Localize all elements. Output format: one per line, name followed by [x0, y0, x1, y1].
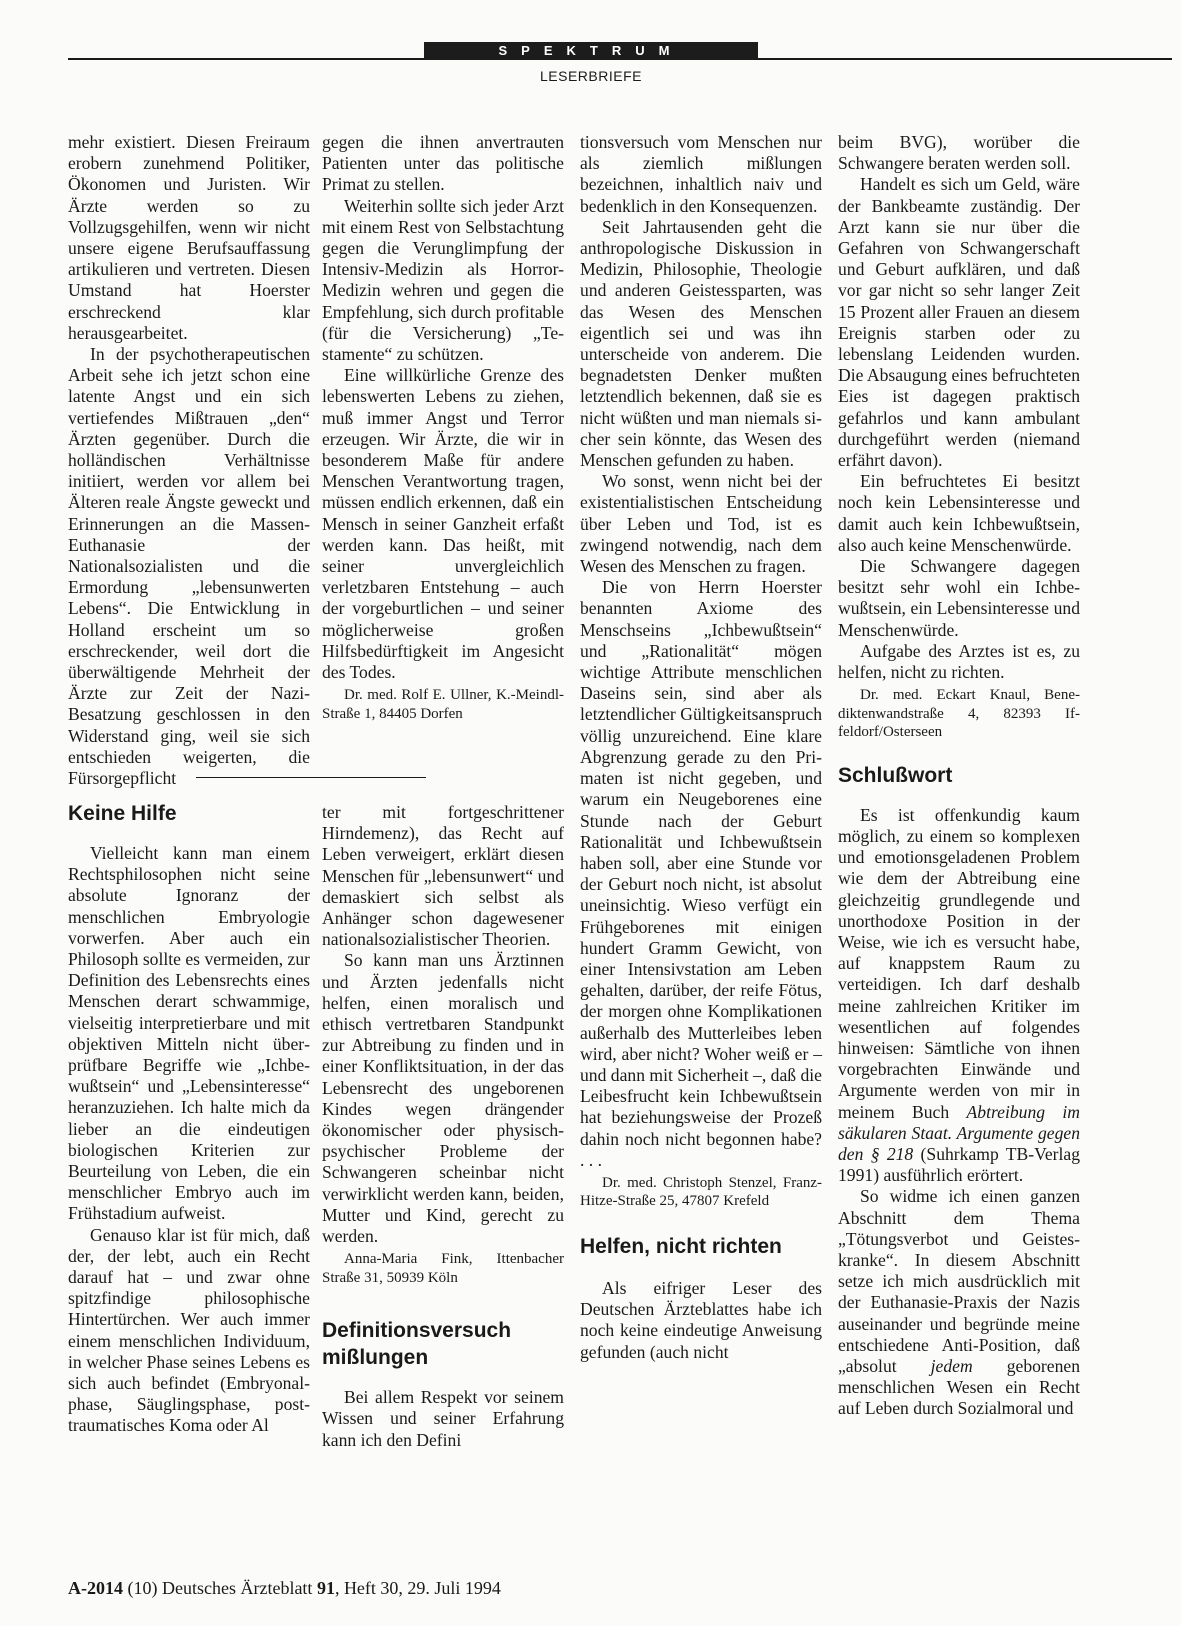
paragraph: So kann man uns Ärztinnen und Ärzten jedenfalls nicht helfen, einen moralisch und ethisch vertretbaren Standpunkt zur Abtreibung zu finden und in einer Konfliktsituation, in der das Lebensrecht des ungeborenen Kindes wegen drängender ökonomischer oder physisch-psychischer Probleme der Schwangeren scheinbar nicht verwirklicht werden kann, beiden, Mutter und Kind, gerecht zu werden. [322, 950, 564, 1247]
letter-signature: Anna-Maria Fink, Ittenbacher Straße 31, 50939 Köln [322, 1251, 564, 1286]
paragraph: Bei allem Respekt vor seinem Wissen und seiner Erfahrung kann ich den Defini [322, 1387, 564, 1450]
paragraph: mehr existiert. Diesen Freiraum erobern zunehmend Politiker, Ökonomen und Juristen. Wir Ärzte werden so zu Vollzugsgehilfen, wenn wir nicht unsere eigene Berufsauffassung artikulieren und vertreten. Diesen Umstand hat Hoerster erschreckend klar herausgearbeitet. [68, 132, 310, 343]
paragraph: Aufgabe des Arztes ist es, zu helfen, nicht zu richten. [838, 640, 1080, 683]
paragraph: Genauso klar ist für mich, daß der, der lebt, auch ein Recht darauf hat – und zwar ohne spitzfindige philosophische Hintertürchen. Wer auch immer einem menschlichen Individuum, in welcher Phase seines Lebens es sich auch befindet (Embryonalphase, Säuglingsphase, posttraumatisches Koma oder Al [68, 1224, 310, 1436]
paragraph: gegen die ihnen anvertrauten Patienten unter das politische Primat zu stellen. [322, 132, 564, 195]
paragraph: In der psychotherapeutischen Arbeit sehe ich jetzt schon eine latente Angst und ein sich vertiefendes Mißtrauen „den“ Ärzten gegenüber. Durch die holländischen Verhältnisse initiiert, werden vor allem bei Älteren reale Ängste geweckt und Erinnerungen an die Massen-Euthanasie der Nationalsozialisten und die Ermordung „lebensunwerten Lebens“. Die Entwicklung in Holland erscheint um so erschreckender, weil dort die überwältigende Mehrheit der Ärzte zur Zeit der Nazi-Besatzung geschlossen in den Widerstand ging, weil sie sich entschieden weigerten, die Fürsorgepflicht [68, 344, 310, 789]
paragraph [838, 1186, 1080, 1419]
text-run: geborenen menschlichen Wesen ein Recht auf Leben durch Sozialmoral und [838, 1356, 1080, 1419]
volume-number: 91 [316, 1578, 335, 1598]
column-2-bottom [322, 802, 564, 1451]
paragraph: Weiterhin sollte sich jeder Arzt mit einem Rest von Selbstachtung gegen die Verunglimpfung der Intensiv-Medizin als Horror-Medizin wehren und gegen die Empfehlung, sich durch profitable (für die Versicherung) „Testamente“ zu schützen. [322, 195, 564, 365]
text-run: Es ist offenkundig kaum möglich, zu einem so komplexen und emotionsgeladenen Problem wie dem der Abtreibung eine gleichzeitig grundlegende und unorthodoxe Position in der Weise, wie ich es versucht habe, auf knappstem Raum zu verteidigen. Ich darf deshalb meine zahlreichen Kritiker im wesentlichen auf folgendes hinweisen: Sämtliche von ihnen vorgebrachten Einwände und Argumente werden von mir in meinem Buch [838, 804, 1080, 1122]
paragraph: Ein befruchtetes Ei besitzt noch kein Lebensinteresse und damit auch kein Ichbewußtsein, also auch keine Menschenwürde. [838, 471, 1080, 555]
column-2-top [322, 132, 564, 723]
letter-signature: Dr. med. Eckart Knaul, Benediktenwandstraße 4, 82393 Iffeldorf/Osterseen [838, 687, 1080, 741]
paragraph: Seit Jahrtausenden geht die anthropologische Diskussion in Medizin, Philosophie, Theologie und anderen Geistessparten, was das Wesen des Menschen eigentlich sei und was ihn unterscheide von anderem. Die begnadetsten Denker mußten letztendlich bekennen, daß sie es nicht wüßten und man niemals sicher sein könnte, das Wesen des Menschen gefunden zu haben. [580, 216, 822, 471]
paragraph: Die von Herrn Hoerster benannten Axiome des Menschseins „Ichbewußtsein“ und „Rationalität“ mögen wichtige Attribute menschlichen Daseins sein, sind aber als letztendlicher Gültigkeitsanspruch völlig unzureichend. Eine klare Abgrenzung gerade zu den Primaten ist nicht gegeben, und warum ein Neugeborenes eine Stunde nach der Geburt Rationalität und Ichbewußtsein haben soll, aber eine Stunde vor der Geburt noch nicht, ist absolut uneinsichtig. Wieso verfügt ein Frühgeborenes mit einigen hundert Gramm Gewicht, von einer Intensivstation am Leben gehalten, darüber, der reife Fötus, der morgen ohne Komplikationen außerhalb des Mutterleibes leben wird, aber nicht? Woher weiß er – und dann mit Sicherheit –, daß die Leibesfrucht kein Ichbewußtsein hat beziehungsweise der Prozeß dahin noch nicht begonnen habe? . . . [580, 577, 822, 1170]
paragraph: beim BVG), worüber die Schwangere beraten werden soll. [838, 132, 1080, 174]
letter-signature: Dr. med. Christoph Stenzel, Franz-Hitze-Straße 25, 47807 Krefeld [580, 1174, 822, 1210]
page-number: A-2014 [68, 1578, 123, 1598]
paragraph: Die Schwangere dagegen besitzt sehr wohl ein Ichbewußtsein, ein Lebensinteresse und Menschenwürde. [838, 556, 1080, 640]
letter-signature: Dr. med. Rolf E. Ullner, K.-Meindl-Straße 1, 84405 Dorfen [322, 687, 564, 722]
paragraph: Handelt es sich um Geld, wäre der Bankbeamte zuständig. Der Arzt kann sie nur über die Gefahren von Schwangerschaft und Geburt aufklären, und daß vor gar nicht so sehr langer Zeit 15 Prozent aller Frauen an diesem Ereignis starben oder zu lebenslang Leidenden wurden. Die Absaugung eines befruchteten Eies ist dagegen praktisch gefahrlos und kann ambulant durchgeführt werden (niemand erfährt davon). [838, 174, 1080, 471]
paragraph: Eine willkürliche Grenze des lebenswerten Lebens zu ziehen, muß immer Angst und Terror erzeugen. Wir Ärzte, die wir in besonderem Maße für andere Menschen Verantwortung tragen, müssen endlich erkennen, daß ein Mensch in seiner Ganzheit erfaßt werden kann. Das heißt, mit seiner unvergleichlich verletzbaren Entstehung – auch der vorgeburtlichen – und seiner möglicherweise großen Hilfsbedürftigkeit im Angesicht des Todes. [322, 365, 564, 683]
paragraph: ter mit fortgeschrittener Hirndemenz), das Recht auf Leben verweigert, erklärt diesen Menschen für „lebensunwert“ und demaskiert sich selbst als Anhänger schon dagewesener nationalsozialistischer Theorien. [322, 802, 564, 950]
column-3 [580, 132, 822, 1363]
text-run: (Suhrkamp TB-Verlag 1991) ausführlich erörtert. [838, 1144, 1080, 1186]
section-divider [196, 777, 426, 778]
text-run: So widme ich einen ganzen Abschnitt dem Thema „Tötungsverbot und Geisteskranke“. In diesem Abschnitt setze ich mich ausdrücklich mit der Euthanasie-Praxis der Nazis auseinander und begründe meine entschiedene Anti-Position, daß „absolut [838, 1186, 1080, 1377]
paragraph [838, 805, 1080, 1187]
column-4 [838, 132, 1080, 1420]
letter-heading: Schlußwort [838, 763, 953, 787]
paragraph: tionsversuch vom Menschen nur als ziemlich mißlungen bezeichnen, inhaltlich naiv und bedenklich in den Konsequenzen. [580, 132, 822, 216]
letter-heading: Helfen, nicht richten [580, 1234, 782, 1258]
letter-heading: Definitionsversuch mißlungen [322, 1319, 512, 1370]
section-subkicker: LESERBRIEFE [540, 68, 642, 84]
paragraph: Als eifriger Leser des Deutschen Ärzteblattes habe ich noch keine eindeutige Anweisung gefunden (auch nicht [580, 1277, 822, 1362]
paragraph: Vielleicht kann man einem Rechtsphilosophen nicht seine absolute Ignoranz der menschlichen Embryologie vorwerfen. Aber auch ein Philosoph sollte es vermeiden, zur Definition des Lebensrechts eines Menschen derart schwammige, vielseitig interpretierbare und mit objektiven Mitteln nicht überprüfbare Begriffe wie „Ichbewußtsein“ und „Lebensinteresse“ heranzuziehen. Ich halte mich da lieber an die eindeutigen biologischen Kriterien zur Beurteilung von Leben, die ein menschlicher Embryo auch im Frühstadium aufweist. [68, 843, 310, 1224]
paragraph: Wo sonst, wenn nicht bei der existentialistischen Entscheidung über Leben und Tod, ist es zwingend notwendig, nach dem Wesen des Menschen zu fragen. [580, 471, 822, 577]
column-1-bottom [68, 800, 310, 1437]
issue-suffix: , Heft 30, 29. Juli 1994 [334, 1578, 501, 1598]
issue-prefix: (10) Deutsches Ärzteblatt [127, 1578, 317, 1598]
emphasis: jedem [930, 1356, 973, 1377]
column-1-top [68, 132, 310, 789]
section-kicker: SPEKTRUM [424, 42, 758, 60]
page-footer [68, 1578, 501, 1599]
letter-heading: Keine Hilfe [68, 802, 177, 825]
book-title: Abtreibung im säkularen Staat. Argumente gegen den § 218 [838, 1101, 1080, 1165]
